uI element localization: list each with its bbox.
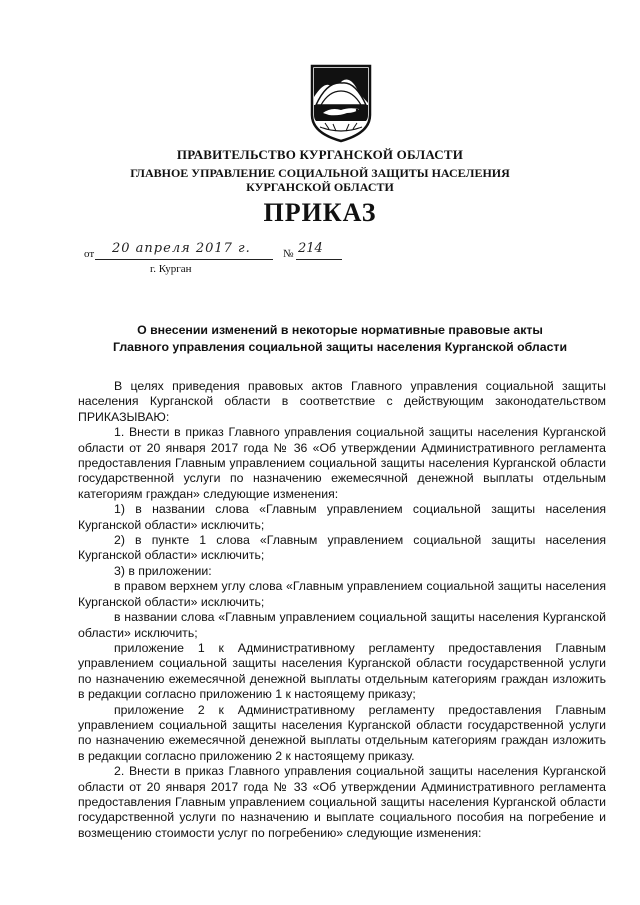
- body-paragraph: 2) в пункте 1 слова «Главным управлением социальной защиты населения Курганской области» исключить;: [78, 533, 606, 563]
- number-label: №: [283, 248, 294, 260]
- body-paragraph: В целях приведения правовых актов Главного управления социальной защиты населения Курганской области в соответствие с действующим законодательством ПРИКАЗЫВАЮ:: [78, 379, 606, 424]
- body-paragraph: 1. Внести в приказ Главного управления социальной защиты населения Курганской области от 20 января 2017 года № 36 «Об утверждении Административного регламента предоставления Главным управлением социальной защиты населения Курганской области государственной услуги по назначению ежемесячной денежной выплаты отдельным категориям граждан» следующие изменения:: [78, 425, 606, 501]
- date-number-line: [0, 243, 640, 279]
- date-underline: [95, 259, 273, 260]
- body-paragraph: 2. Внести в приказ Главного управления социальной защиты населения Курганской области от 20 января 2017 года № 33 «Об утверждении Административного регламента предоставления Главным управлением социальной защиты населения Курганской области государственной услуги по назначению и выплате социального пособия на погребение и возмещению стоимости услуг по погребению» следующие изменения:: [78, 764, 606, 840]
- body-paragraph: в правом верхнем углу слова «Главным управлением социальной защиты населения Курганской области» исключить;: [78, 579, 606, 609]
- subject-line1: О внесении изменений в некоторые нормативные правовые акты: [137, 323, 543, 337]
- org-name-line2: ГЛАВНОЕ УПРАВЛЕНИЕ СОЦИАЛЬНОЙ ЗАЩИТЫ НАСЕЛЕНИЯ: [130, 166, 510, 180]
- body-paragraph: 1) в названии слова «Главным управлением социальной защиты населения Курганской области» исключить;: [78, 502, 606, 532]
- number-underline: [296, 259, 342, 260]
- body-paragraph: приложение 2 к Административному регламенту предоставления Главным управлением социальной защиты населения Курганской области государственной услуги по назначению ежемесячной денежной выплаты отдельным категориям граждан изложить в редакции согласно приложению 2 к настоящему приказу.: [78, 702, 606, 763]
- subject-line2: Главного управления социальной защиты населения Курганской области: [112, 340, 568, 354]
- body-paragraph: приложение 1 к Административному регламенту предоставления Главным управлением социальной защиты населения Курганской области государственной услуги по назначению ежемесячной денежной выплаты отдельным категориям граждан изложить в редакции согласно приложению 1 к настоящему приказу;: [78, 640, 606, 702]
- order-subject: [60, 322, 620, 356]
- order-body: [78, 379, 606, 841]
- org-name-line1: ПРАВИТЕЛЬСТВО КУРГАНСКОЙ ОБЛАСТИ: [176, 147, 464, 162]
- body-paragraph: в названии слова «Главным управлением социальной защиты населения Курганской области» исключить;: [78, 610, 606, 640]
- date-prefix: от: [84, 248, 95, 260]
- kurgan-coat-of-arms-icon: [309, 63, 373, 143]
- handwritten-date: 20 апреля 2017 г.: [112, 241, 251, 256]
- org-name-line3: КУРГАНСКОЙ ОБЛАСТИ: [246, 180, 394, 194]
- document-title: ПРИКАЗ: [263, 198, 377, 227]
- city-name: г. Курган: [150, 263, 192, 275]
- handwritten-number: 214: [298, 241, 323, 256]
- body-paragraph: 3) в приложении:: [114, 563, 212, 578]
